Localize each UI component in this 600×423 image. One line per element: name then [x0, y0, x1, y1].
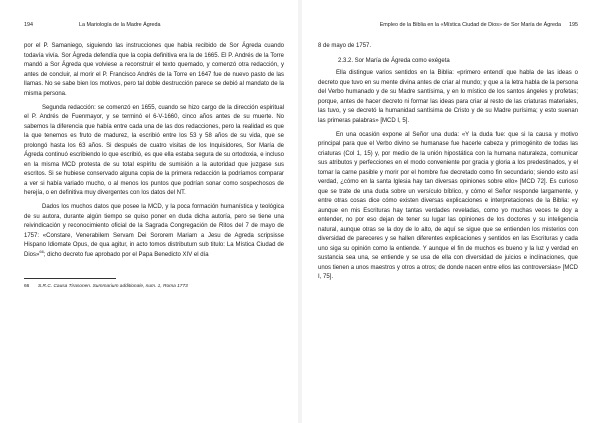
footnote [24, 283, 284, 290]
left-running-head [24, 22, 284, 28]
section-heading: 2.3.2. Sor María de Ágreda como exégeta [338, 57, 450, 64]
footnote-separator [24, 278, 116, 279]
left-running-title: La Mariología de la Madre Ágreda [79, 22, 161, 28]
right-paragraph-1: 8 de mayo de 1757. [318, 43, 372, 49]
right-running-head [318, 22, 578, 28]
right-paragraph-3: En una ocasión expone al Señor una duda: «Y la duda fue: que si la causa y motivo principal para que el Verbo divino se humanase fue hacerle cabeza y primogénito de todas las criaturas (Col 1, 15) y, por medio de la unión hipostática con la humana naturaleza, comunicar sus atributos y perfecciones en el modo conveniente por gracia y gloria a los predestinados, y el tomar la carne pasible y morir por el hombre fue decretado como fin secundario; siendo esto así verdad, ¿cómo en la santa Iglesia hay tan diversas opiniones sobre ello» [MCD 72]. Es curioso que se trate de una duda sobre un versículo bíblico, y cómo el Señor responde largamente, y entre otras cosas dice cómo existen diversas explicaciones e interpretaciones de la Biblia: «y aunque en mis Escrituras hay tantas verdades reveladas, como yo muchas veces te doy a entender, no por eso dejan de tener su lugar las opiniones de los doctores y su inteligencia natural, aunque otras se la doy de lo alto, de aquí se sigue que se entienden los misterios con diversidad de pareceres y se hallen diferentes explicaciones y sentidos en las Escrituras y cada uno siga su opinión como la entiende. Y aunque el fin de muchos es bueno y la luz y verdad en sustancia sea una, se entiende y se usa de ella con diversidad de juicios e inclinaciones, que unos tienen a unos maestros y otros a otros; de donde nacen entre ellos las controversias» [MCD I, 75]. [318, 131, 578, 280]
left-body-text [24, 42, 284, 260]
left-paragraph-2: Segunda redacción: se comenzó en 1655, cuando se hizo cargo de la dirección espiritual el P. Andrés de Fuenmayor, y se terminó el 6-V-1660, cinco años antes de su muerte. No sabemos la diferencia que había entre cada una de las dos redacciones, pero la realidad es que la que tenemos es fruto de madurez, la escribió entre los 53 y 58 años de su vida, que se prolongó hasta los 63 años. Si después de cuatro visitas de los Inquisidores, Sor María de Ágreda continuó escribiendo lo que escribió, es que ella estaba segura de su ortodoxia, e incluso en la misma MCD protesta de su total espíritu de sumisión a la autoridad que juzgase sus escritos. Si se hubiese conservado alguna copia de la primera redacción la podríamos comparar a ver si había variado mucho, o al menos los puntos que podrían sonar como sospechosos de herejía, o en definitiva muy divergentes con los datos del NT. [24, 104, 284, 196]
footnote-number: 66 [24, 284, 30, 289]
book-gutter [298, 0, 302, 423]
footnote-reference: 66 [39, 248, 44, 254]
left-paragraph-1: por el P. Samaniego, siguiendo las instrucciones que había recibido de Sor Ágreda cuando todavía vivía. Sor Ágreda defendía que la copia definitiva era la de 1665. El P. Andrés de la Torre mandó a Sor Ágreda que volviese a reconstruir el texto quemado, y comenzó otra redacción, y antes de concluir, al morir el P. Francisco Andrés de la Torre en 1647 fue de nuevo pasto de las llamas. No se sabe bien los motivos, pero tal doble destrucción parece se debió al mandato de la misma persona. [24, 43, 284, 97]
footnote-text: S.R.C. Causa Tirasonen. Summarium additionale, num. 1, Roma 1773 [38, 284, 188, 289]
left-page [0, 0, 296, 423]
right-page-number: 195 [569, 22, 578, 28]
left-paragraph-3-tail: ; dicho decreto fue aprobado por el Papa Benedicto XIV el día [43, 251, 209, 258]
right-running-title: Empleo de la Biblia en la «Mística Ciudad de Dios» de Sor María de Ágreda [379, 22, 561, 28]
right-page [304, 0, 600, 423]
left-paragraph-3 [24, 203, 284, 260]
right-body-text [318, 42, 578, 283]
right-paragraph-2: Ella distingue varios sentidos en la Biblia: «primero entendí que habla de las ideas o decreto que tuvo en su mente divina antes de criar al mundo; y que a la letra habla de la persona del Verbo humanado y de su Madre santísima, y en lo místico de los santos ángeles y profetas; porque, antes de hacer decreto ni formar las ideas para criar al resto de las criaturas materiales, las tuvo, y se decretó la humanidad santísima de Cristo y de su Madre purísima; y esto suenan las primeras palabras» [MCD I, 5]. [318, 70, 578, 124]
left-paragraph-3-text: Dados los muchos datos que posee la MCD, y la poca formación humanística y teológica de su autora, durante algún tiempo se quiso poner en duda dicha autoría, pero se tiene una reivindicación y reconocimiento oficial de la Sagrada Congregación de Ritos del 7 de mayo de 1757: «Constare, Venerabilem Servam Dei Sororem Mariam a Jesu de Agreda scripsisse Hispano Idiomate Opus, de qua agitur, in acto tomos distributum sub titulo: La Mística Ciudad de Dios» [24, 204, 284, 258]
left-page-number: 194 [24, 22, 33, 28]
